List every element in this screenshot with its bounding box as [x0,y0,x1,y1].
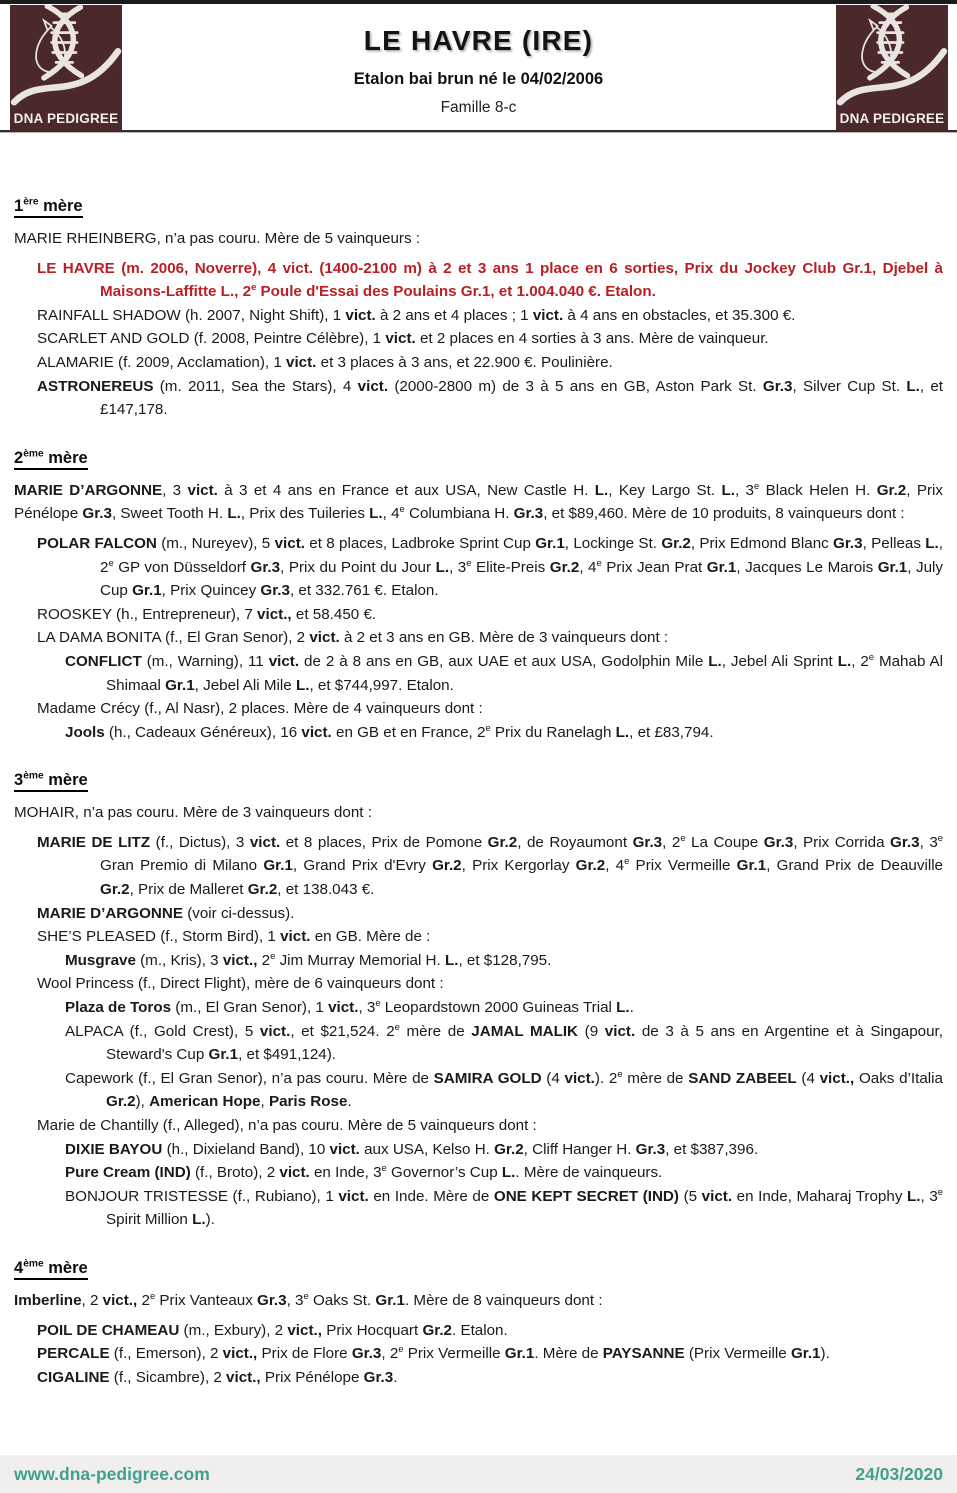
dna-helix-horse-icon [10,5,122,111]
header-center [0,4,957,117]
section-heading-2 [14,448,943,468]
section-heading-1 [14,196,943,216]
page-title: LE HAVRE (IRE) [363,25,594,56]
pedigree-entry: BONJOUR TRISTESSE (f., Rubiano), 1 vict. en Inde. Mère de ONE KEPT SECRET (IND) (5 vict. en Inde, Maharaj Trophy L., 3e Spirit Million L.). [65,1185,944,1229]
footer [0,1455,957,1493]
pedigree-entry: CIGALINE (f., Sicambre), 2 vict., Prix Pénélope Gr.3. [37,1368,398,1386]
pedigree-entry: Capework (f., El Gran Senor), n’a pas couru. Mère de SAMIRA GOLD (4 vict.). 2e mère de SAND ZABEEL (4 vict., Oaks d’Italia Gr.2), American Hope, Paris Rose. [65,1067,943,1111]
pedigree-entry: MARIE RHEINBERG, n’a pas couru. Mère de 5 vainqueurs : [14,230,421,247]
pedigree-entry: LA DAMA BONITA (f., El Gran Senor), 2 vict. à 2 et 3 ans en GB. Mère de 3 vainqueurs dont : [37,629,669,647]
pedigree-entry: ASTRONEREUS (m. 2011, Sea the Stars), 4 vict. (2000-2800 m) de 3 à 5 ans en GB, Aston Park St. Gr.3, Silver Cup St. L., et £147,178. [37,377,943,419]
section-heading-text: 3ème mère [14,771,88,792]
dna-pedigree-logo-right [836,5,948,131]
pedigree-entry: Imberline, 2 vict., 2e Prix Vanteaux Gr.3, 3e Oaks St. Gr.1. Mère de 8 vainqueurs dont : [14,1289,603,1309]
pedigree-entry: SCARLET AND GOLD (f. 2008, Peintre Célèbre), 1 vict. et 2 places en 4 sorties à 3 ans. Mère de vainqueur. [37,330,769,348]
pedigree-entry: Jools (h., Cadeaux Généreux), 16 vict. en GB et en France, 2e Prix du Ranelagh L., et £83,794. [65,721,714,741]
pedigree-entry: ROOSKEY (h., Entrepreneur), 7 vict., et 58.450 €. [37,605,377,623]
horse-description: Etalon bai brun né le 04/02/2006 [353,70,604,88]
pedigree-entry: MARIE DE LITZ (f., Dictus), 3 vict. et 8 places, Prix de Pomone Gr.2, de Royaumont Gr.3, 2e La Coupe Gr.3, Prix Corrida Gr.3, 3e Gran Premio di Milano Gr.1, Grand Prix d'Evry Gr.2, Prix Kergorlay Gr.2, 4e Prix Vermeille Gr.1, Grand Prix de Deauville Gr.2, Prix de Malleret Gr.2, et 138.043 €. [37,831,944,899]
pedigree-entry: LE HAVRE (m. 2006, Noverre), 4 vict. (1400-2100 m) à 2 et 3 ans 1 place en 6 sorties, Prix du Jockey Club Gr.1, Djebel à Maisons-Laffitte L., 2e Poule d'Essai des Poulains Gr.1, et 1.004.040 €. Etalon. [37,259,943,301]
pedigree-entry: Pure Cream (IND) (f., Broto), 2 vict. en Inde, 3e Governor’s Cup L.. Mère de vainqueurs. [65,1162,663,1182]
pedigree-entry: MARIE D’ARGONNE (voir ci-dessus). [37,904,295,922]
section-heading-text: 4ème mère [14,1259,88,1280]
header [0,4,957,132]
section-heading-text: 2ème mère [14,449,88,470]
pedigree-entry: Marie de Chantilly (f., Alleged), n’a pas couru. Mère de 5 vainqueurs dont : [37,1117,537,1134]
pedigree-entry: MOHAIR, n’a pas couru. Mère de 3 vainqueurs dont : [14,804,372,822]
section-heading-3 [14,770,943,790]
family-line: Famille 8-c [440,99,517,116]
pedigree-entry: PERCALE (f., Emerson), 2 vict., Prix de Flore Gr.3, 2e Prix Vermeille Gr.1. Mère de PAYSANNE (Prix Vermeille Gr.1). [37,1343,830,1363]
dna-helix-horse-icon [836,5,948,111]
pedigree-entry: RAINFALL SHADOW (h. 2007, Night Shift), 1 vict. à 2 ans et 4 places ; 1 vict. à 4 ans en obstacles, et 35.300 €. [37,306,796,324]
pedigree-entry: Plaza de Toros (m., El Gran Senor), 1 vict., 3e Leopardstown 2000 Guineas Trial L.. [65,996,634,1017]
pedigree-entry: CONFLICT (m., Warning), 11 vict. de 2 à 8 ans en GB, aux UAE et aux USA, Godolphin Mile L., Jebel Ali Sprint L., 2e Mahab Al Shimaal Gr.1, Jebel Ali Mile L., et $744,997. Etalon. [65,650,943,694]
pedigree-entry: Wool Princess (f., Direct Flight), mère de 6 vainqueurs dont : [37,975,444,993]
section-heading-text: 1ère mère [14,197,83,218]
pedigree-entry: MARIE D’ARGONNE, 3 vict. à 3 et 4 ans en France et aux USA, New Castle H. L., Key Largo St. L., 3e Black Helen H. Gr.2, Prix Pénélope Gr.3, Sweet Tooth H. L., Prix des Tuileries L., 4e Columbiana H. Gr.3, et $89,460. Mère de 10 produits, 8 vainqueurs dont : [14,479,943,523]
dna-pedigree-logo-left [10,5,122,131]
website-link[interactable]: www.dna-pedigree.com [14,1463,210,1484]
pedigree-entry: Madame Crécy (f., Al Nasr), 2 places. Mère de 4 vainqueurs dont : [37,700,483,718]
pedigree-entry: POLAR FALCON (m., Nureyev), 5 vict. et 8 places, Ladbroke Sprint Cup Gr.1, Lockinge St. Gr.2, Prix Edmond Blanc Gr.3, Pelleas L., 2e GP von Düsseldorf Gr.3, Prix du Point du Jour L., 3e Elite-Preis Gr.2, 4e Prix Jean Prat Gr.1, Jacques Le Marois Gr.1, July Cup Gr.1, Prix Quincey Gr.3, et 332.761 €. Etalon. [37,534,943,600]
section-heading-4 [14,1258,943,1278]
footer-date: 24/03/2020 [855,1463,943,1484]
logo-text: DNA PEDIGREE [13,111,119,126]
pedigree-entry: POIL DE CHAMEAU (m., Exbury), 2 vict., Prix Hocquart Gr.2. Etalon. [37,1321,508,1339]
pedigree-entry: Musgrave (m., Kris), 3 vict., 2e Jim Murray Memorial H. L., et $128,795. [65,949,552,969]
pedigree-entry: DIXIE BAYOU (h., Dixieland Band), 10 vict. aux USA, Kelso H. Gr.2, Cliff Hanger H. Gr.3, et $387,396. [65,1140,759,1158]
pedigree-content [0,132,957,1455]
pedigree-entry: ALAMARIE (f. 2009, Acclamation), 1 vict. et 3 places à 3 ans, et 22.900 €. Poulinière. [37,353,613,371]
logo-text: DNA PEDIGREE [839,111,945,126]
pedigree-entry: ALPACA (f., Gold Crest), 5 vict., et $21,524. 2e mère de JAMAL MALIK (9 vict. de 3 à 5 ans en Argentine et à Singapour, Steward's Cup Gr.1, et $491,124). [65,1020,943,1064]
pedigree-entry: SHE’S PLEASED (f., Storm Bird), 1 vict. en GB. Mère de : [37,928,431,946]
